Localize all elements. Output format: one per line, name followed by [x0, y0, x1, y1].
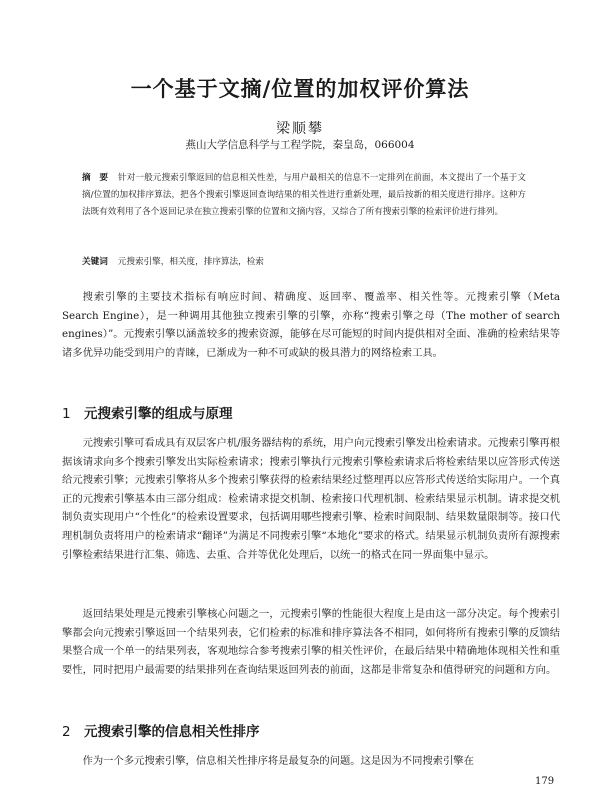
author-affiliation: 燕山大学信息科学与工程学院，秦皇岛，066004 — [185, 139, 415, 151]
author-name: 梁顺攀 — [276, 121, 324, 137]
section-1-paragraph-1: 元搜索引擎可看成具有双层客户机/服务器结构的系统，用户向元搜索引擎发出检索请求。元搜索引擎再根据该请求向多个搜索引擎发出实际检索请求；搜索引擎执行元搜索引擎检索请求后将检索结果以应答形式传送给元搜索引擎；元搜索引擎将从多个搜索引擎获得的检索结果经过整理再以应答形式传送给实际用户。一个真正的元搜索引擎基本由三部分组成：检索请求提交机制、检索接口代理机制、检索结果显示机制。请求提交机制负责实现用户“个性化”的检索设置要求，包括调用哪些搜索引擎、检索时间限制、结果数量限制等。接口代理机制负责将用户的检索请求“翻译”为满足不同搜索引擎“本地化”要求的格式。结果显示机制负责所有源搜索引擎检索结果进行汇集、筛选、去重、合并等优化处理后，以统一的格式在同一界面集中显示。 — [62, 437, 560, 561]
section-1-number: 1 — [62, 406, 71, 422]
abstract-text: 针对一般元搜索引擎返回的信息相关性差，与用户最相关的信息不一定排列在前面，本文提出了一个基于文摘/位置的加权排序算法，把各个搜索引擎返回查询结果的相关性进行重新处理，最后按新的相关度进行排序。这种方法既有效利用了各个返回记录在独立搜索引擎的位置和文摘内容，又综合了所有搜索引擎的检索评价进行排列。 — [82, 173, 526, 217]
keywords-text: 元搜索引擎，相关度，排序算法，检索 — [117, 257, 264, 267]
keywords-label: 关键词 — [82, 257, 108, 267]
keywords-block — [82, 255, 526, 267]
section-1-paragraph-2: 返回结果处理是元搜索引擎核心问题之一，元搜索引擎的性能很大程度上是由这一部分决定。每个搜索引擎都会向元搜索引擎返回一个结果列表，它们检索的标准和排序算法各不相同，如何将所有搜索引擎的反馈结果整合成一个单一的结果列表，客观地综合参考搜索引擎的相关性评价，在最后结果中精确地体现相关性和重要性，同时把用户最需要的结果排列在查询结果返回列表的前面，这都是非常复杂和值得研究的问题和方向。 — [62, 608, 560, 676]
section-2-heading — [62, 720, 260, 740]
paper-title: 一个基于文摘/位置的加权评价算法 — [130, 77, 470, 101]
intro-paragraph: 搜索引擎的主要技术指标有响应时间、精确度、返回率、覆盖率、相关性等。元搜索引擎（Meta Search Engine），是一种调用其他独立搜索引擎的引擎，亦称“搜索引擎之母（The mother of search engines）”。元搜索引擎以涵盖较多的搜索资源，能够在尽可能短的时间内提供相对全面、准确的检索结果等诸多优异功能受到用户的青睐，已渐成为一种不可或缺的极具潜力的网络检索工具。 — [62, 291, 560, 359]
section-1-heading — [62, 402, 233, 422]
section-1-title: 元搜索引擎的组成与原理 — [84, 406, 233, 422]
section-2-paragraph-1: 作为一个多元搜索引擎，信息相关性排序将是最复杂的问题。这是因为不同搜索引擎在 — [82, 755, 474, 767]
page-number: 179 — [535, 776, 555, 787]
section-2-title: 元搜索引擎的信息相关性排序 — [84, 724, 260, 740]
abstract-label: 摘 要 — [82, 173, 109, 183]
section-2-number: 2 — [62, 724, 71, 740]
abstract-block — [82, 170, 526, 221]
